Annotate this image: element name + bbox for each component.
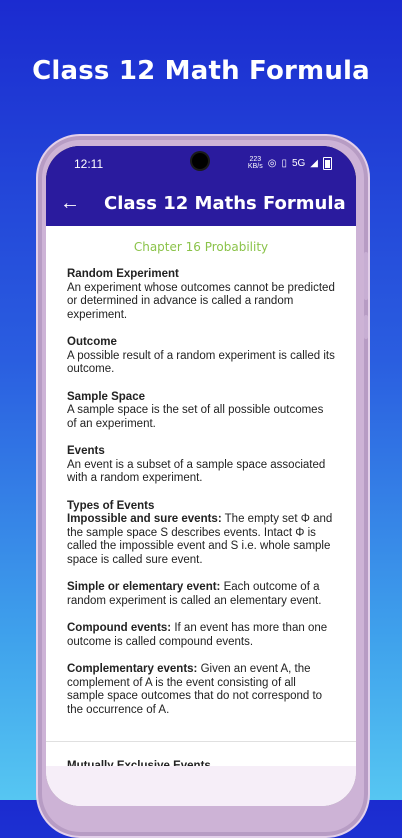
section-events — [67, 445, 336, 486]
status-time: 12:11 — [74, 157, 104, 171]
bottom-nav-area — [46, 766, 356, 806]
section-title: Events — [67, 445, 105, 457]
section-body: A sample space is the set of all possible outcomes of an experiment. — [67, 404, 324, 430]
promo-title: Class 12 Math Formula — [32, 56, 370, 86]
section-body: A possible result of a random experiment is called its outcome. — [67, 349, 335, 375]
front-camera — [192, 153, 208, 169]
section-compound-event: Compound events: If an event has more than one outcome is called compound events. — [67, 622, 328, 648]
divider — [46, 741, 356, 742]
section-sample-space — [67, 391, 336, 432]
section-title: Outcome — [67, 336, 117, 348]
section-title: Types of Events — [67, 499, 155, 512]
battery-icon — [323, 157, 332, 170]
vibrate-icon: ▯ — [281, 157, 287, 169]
section-outcome — [67, 336, 336, 377]
status-bar — [46, 146, 356, 180]
data-rate: 223 KB/s — [247, 156, 263, 170]
arrow-left-icon[interactable]: ← — [60, 192, 80, 214]
app-title: Class 12 Maths Formula — [104, 192, 346, 214]
volume-button — [364, 315, 368, 339]
section-random-experiment — [67, 268, 336, 322]
section-complementary-event: Complementary events: Given an event A, the complement of A is the event consisting of all sample space outcomes that do not correspond to the occurrence of A. — [67, 663, 323, 716]
status-icons — [248, 156, 332, 170]
section-simple-event: Simple or elementary event: Each outcome of a random experiment is called an elementary event. — [67, 581, 322, 607]
power-button — [364, 252, 368, 300]
content-scroll[interactable] — [46, 226, 356, 806]
phone-screen — [46, 146, 356, 806]
section-title: Random Experiment — [67, 268, 179, 280]
network-type: 5G — [291, 157, 306, 169]
signal-icon: ◢ — [310, 157, 318, 169]
section-title: Sample Space — [67, 390, 145, 403]
app-bar — [46, 180, 356, 226]
chapter-title: Chapter 16 Probability — [133, 240, 269, 254]
section-body: An event is a subset of a sample space associated with a random experiment. — [67, 458, 326, 484]
section-body: An experiment whose outcomes cannot be predicted or determined in advance is called a random experiment. — [67, 281, 335, 321]
section-types-of-events — [67, 500, 336, 568]
impossible-sure-events: Impossible and sure events: The empty set Φ and the sample space S describes events. Intact Φ is called the impossible event and S i.e. whole sample space is called sure event. — [67, 513, 333, 566]
hotspot-icon: ◎ — [267, 157, 277, 169]
